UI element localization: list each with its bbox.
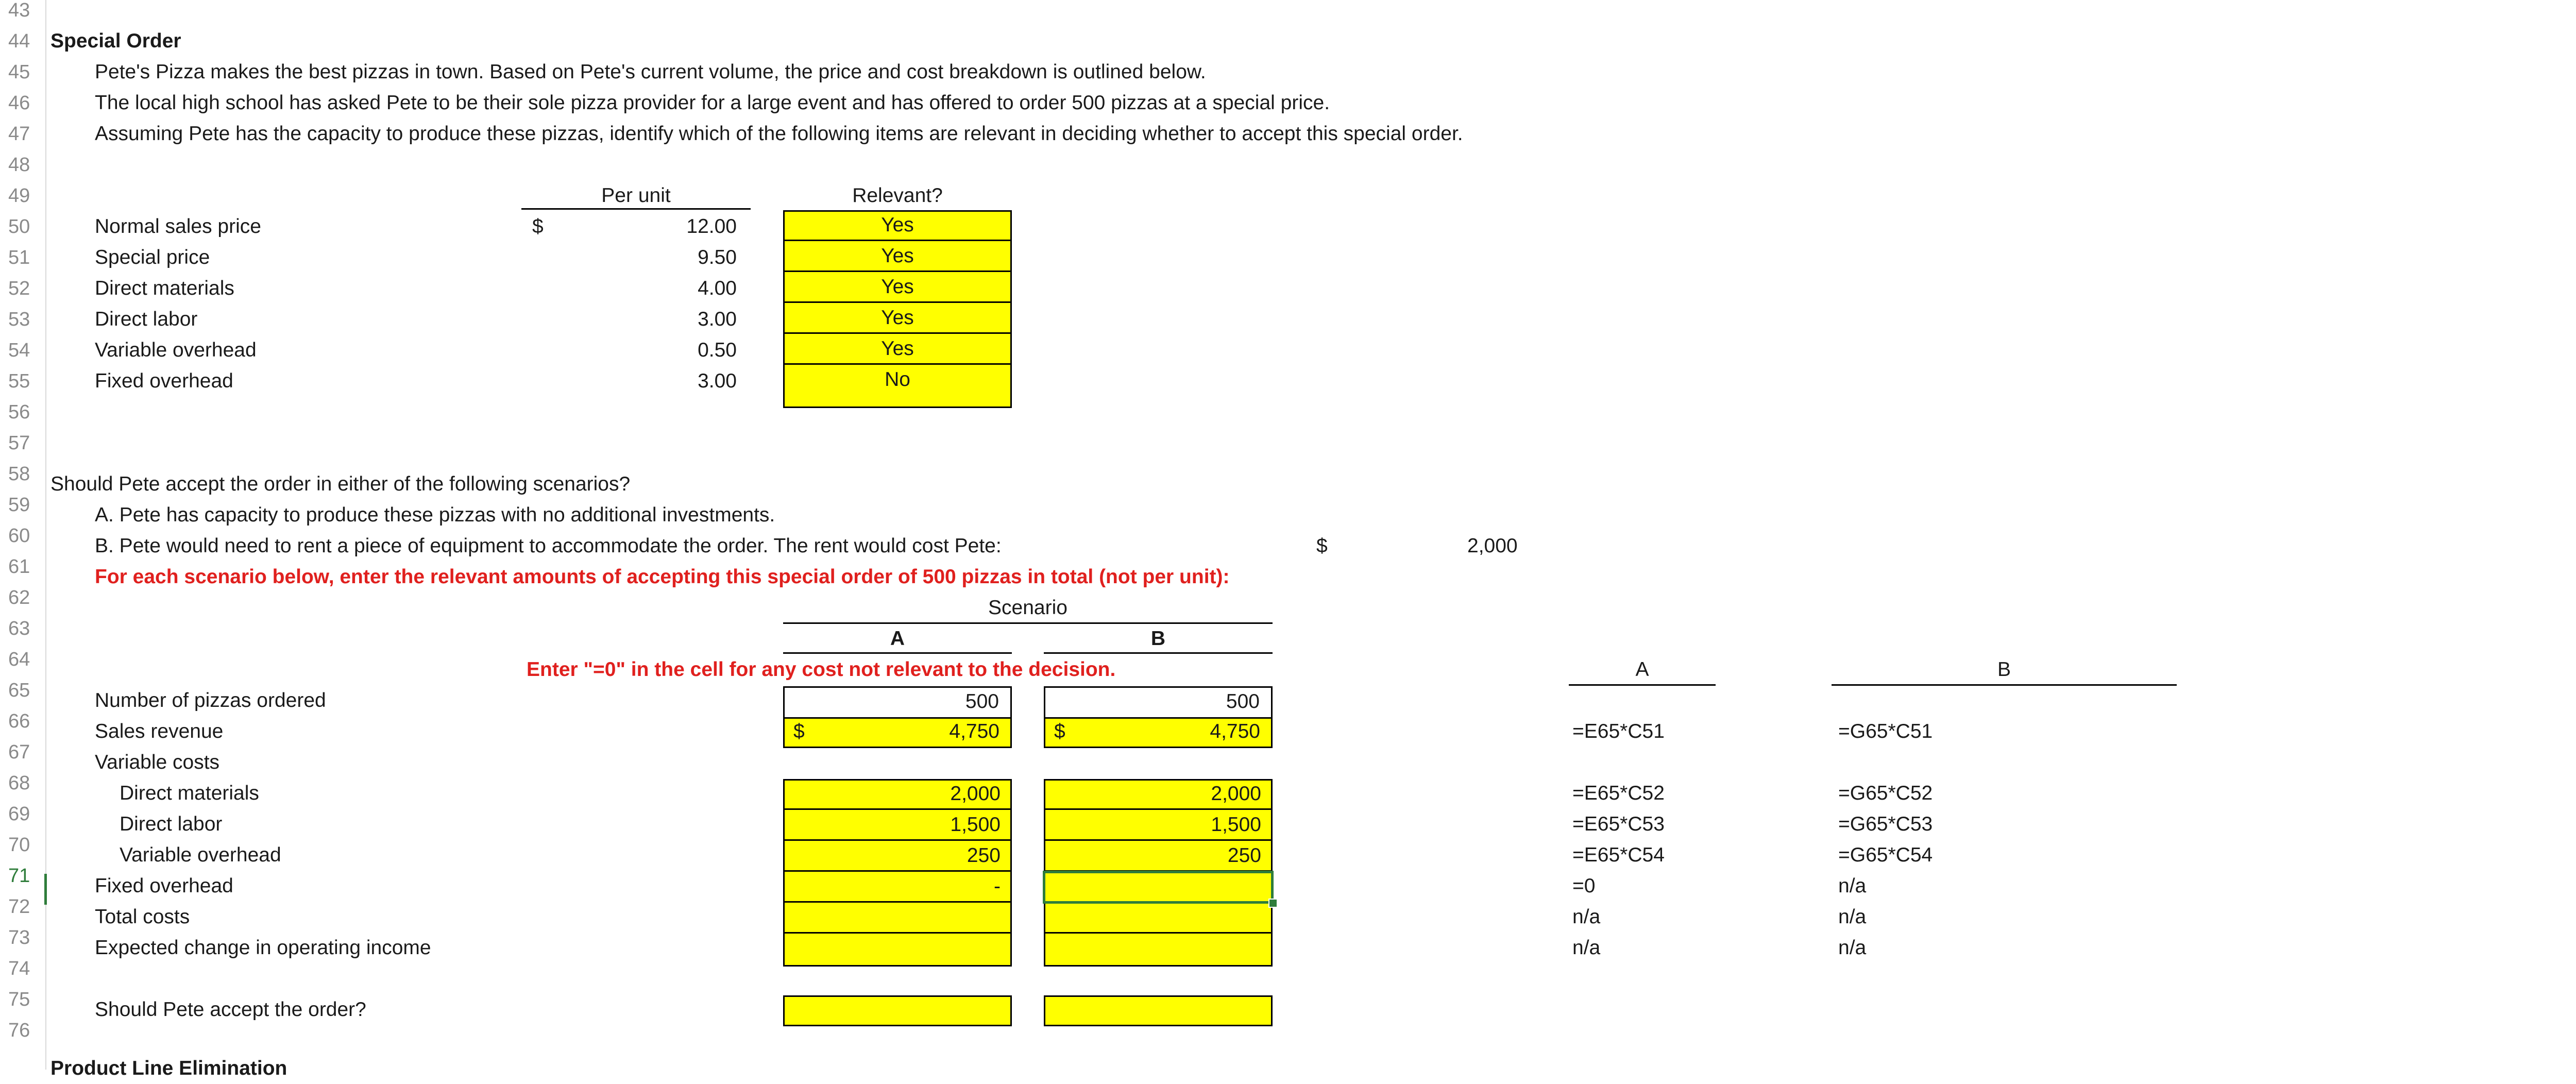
label-vo[interactable]: Variable overhead [120,844,281,866]
formula-change-a[interactable]: n/a [1572,937,1601,959]
intro-line[interactable]: Assuming Pete has the capacity to produce these pizzas, identify which of the following items are relevant in deciding whether to accept this special order. [95,123,1463,145]
row-number[interactable]: 56 [8,401,30,423]
row-number[interactable]: 59 [8,494,30,516]
accept-b-cell[interactable] [1044,995,1273,1026]
section-title[interactable]: Special Order [50,30,181,52]
formula-dm-a[interactable]: =E65*C52 [1572,782,1665,804]
row-number[interactable]: 70 [8,834,30,856]
sales-a-value[interactable]: 4,750 [949,720,999,742]
row-number-active[interactable]: 71 [8,865,30,887]
scenario-header[interactable]: Scenario [988,597,1067,619]
row-number[interactable]: 61 [8,556,30,578]
relevant-cell[interactable]: Yes [783,303,1012,334]
formula-vo-b[interactable]: =G65*C54 [1838,844,1933,866]
row-number[interactable]: 63 [8,618,30,639]
pizzas-b-cell[interactable]: 500 [1044,686,1273,717]
label-normal-sales-price[interactable]: Normal sales price [95,215,261,238]
formula-change-b[interactable]: n/a [1838,937,1867,959]
vo-b-cell[interactable]: 250 [1044,841,1273,872]
label-fixed-overhead[interactable]: Fixed overhead [95,370,233,392]
dl-a-cell[interactable]: 1,500 [783,810,1012,841]
rent-currency: $ [1316,535,1328,557]
dl-b-cell[interactable]: 1,500 [1044,810,1273,841]
row-number[interactable]: 57 [8,432,30,454]
row-number[interactable]: 44 [8,30,30,52]
scenario-col-a[interactable]: A [890,628,905,650]
enter-zero-note[interactable]: Enter "=0" in the cell for any cost not relevant to the decision. [527,658,1116,681]
change-a-cell[interactable] [783,934,1012,967]
label-fixed-overhead-calc[interactable]: Fixed overhead [95,875,233,897]
row-number[interactable]: 47 [8,123,30,145]
row-number[interactable]: 51 [8,247,30,268]
formula-sales-a[interactable]: =E65*C51 [1572,720,1665,742]
sales-b-value[interactable]: 4,750 [1210,720,1260,742]
relevant-header[interactable]: Relevant? [852,184,943,207]
label-direct-materials[interactable]: Direct materials [95,277,234,299]
value-direct-labor[interactable]: 3.00 [698,308,737,330]
row-number[interactable]: 75 [8,989,30,1010]
row-number[interactable]: 68 [8,772,30,794]
label-dm[interactable]: Direct materials [120,782,259,804]
intro-line[interactable]: The local high school has asked Pete to be their sole pizza provider for a large event and has offered to order 500 pizzas at a special price. [95,92,1330,114]
formula-col-b-header[interactable]: B [1997,658,2011,681]
vo-a-cell[interactable]: 250 [783,841,1012,872]
label-accept-order[interactable]: Should Pete accept the order? [95,998,366,1021]
relevant-cell[interactable]: Yes [783,334,1012,365]
currency-symbol: $ [532,215,544,238]
scenario-a-text[interactable]: A. Pete has capacity to produce these pizzas with no additional investments. [95,504,775,526]
formula-total-a[interactable]: n/a [1572,906,1601,928]
value-fixed-overhead[interactable]: 3.00 [698,370,737,392]
pizzas-a-cell[interactable]: 500 [783,686,1012,717]
label-special-price[interactable]: Special price [95,246,210,268]
col-b-underline [1044,652,1273,654]
fill-handle[interactable] [1268,899,1278,908]
formula-dm-b[interactable]: =G65*C52 [1838,782,1933,804]
label-direct-labor[interactable]: Direct labor [95,308,198,330]
value-direct-materials[interactable]: 4.00 [698,277,737,299]
row-number[interactable]: 62 [8,587,30,608]
formula-total-b[interactable]: n/a [1838,906,1867,928]
formula-col-b-underline [1832,684,2177,686]
change-b-cell[interactable] [1044,934,1273,967]
row-number[interactable]: 49 [8,185,30,207]
total-b-cell[interactable] [1044,903,1273,934]
selected-cell-outline [1043,871,1274,904]
formula-sales-b[interactable]: =G65*C51 [1838,720,1933,742]
value-normal-sales-price[interactable]: 12.00 [686,215,737,238]
row-number[interactable]: 66 [8,710,30,732]
accept-a-cell[interactable] [783,995,1012,1026]
rent-amount[interactable]: 2,000 [1467,535,1518,557]
formula-fo-a[interactable]: =0 [1572,875,1596,897]
row-number[interactable]: 60 [8,525,30,547]
formula-dl-a[interactable]: =E65*C53 [1572,813,1665,835]
label-pizzas-ordered[interactable]: Number of pizzas ordered [95,689,326,712]
value-special-price[interactable]: 9.50 [698,246,737,268]
label-total-costs[interactable]: Total costs [95,906,190,928]
row-number[interactable]: 58 [8,463,30,485]
next-section-title-cutoff[interactable]: Product Line Elimination [50,1057,287,1079]
row-number[interactable]: 45 [8,61,30,83]
row-number[interactable]: 55 [8,370,30,392]
row-number[interactable]: 52 [8,278,30,299]
total-a-cell[interactable] [783,903,1012,934]
formula-fo-b[interactable]: n/a [1838,875,1867,897]
col-a-underline [783,652,1012,654]
row-number[interactable]: 54 [8,340,30,361]
formula-col-a-header[interactable]: A [1635,658,1649,681]
relevant-cell[interactable]: Yes [783,272,1012,303]
row-number[interactable]: 76 [8,1020,30,1041]
row-number[interactable]: 48 [8,154,30,176]
label-change-operating-income[interactable]: Expected change in operating income [95,937,431,959]
row-number[interactable]: 65 [8,680,30,701]
instruction-text[interactable]: For each scenario below, enter the relevant amounts of accepting this special order of 500 pizzas in total (not per unit): [95,566,1230,588]
label-dl[interactable]: Direct labor [120,813,223,835]
intro-line[interactable]: Pete's Pizza makes the best pizzas in town. Based on Pete's current volume, the price and cost breakdown is outlined below. [95,61,1206,83]
row-number[interactable]: 53 [8,309,30,330]
value-variable-overhead[interactable]: 0.50 [698,339,737,361]
row-number[interactable]: 73 [8,927,30,948]
formula-dl-b[interactable]: =G65*C53 [1838,813,1933,835]
fo-a-cell[interactable]: - [783,872,1012,903]
row-number[interactable]: 74 [8,958,30,979]
row-number[interactable]: 64 [8,649,30,670]
label-variable-costs[interactable]: Variable costs [95,751,220,773]
relevant-cell[interactable]: No [885,368,910,391]
scenario-b-text[interactable]: B. Pete would need to rent a piece of equipment to accommodate the order. The rent would cost Pete: [95,535,1002,557]
relevant-cell[interactable]: Yes [783,210,1012,241]
label-variable-overhead[interactable]: Variable overhead [95,339,257,361]
sales-a-currency: $ [793,720,805,742]
row-number[interactable]: 50 [8,216,30,238]
relevant-cell[interactable]: Yes [783,241,1012,272]
row-number[interactable]: 67 [8,741,30,763]
formula-col-a-underline [1569,684,1716,686]
per-unit-header[interactable]: Per unit [601,184,671,207]
dm-b-cell[interactable]: 2,000 [1044,779,1273,810]
active-row-indicator [44,874,47,905]
row-number[interactable]: 46 [8,92,30,114]
row-number[interactable]: 43 [8,0,30,21]
scenario-question[interactable]: Should Pete accept the order in either of the following scenarios? [50,473,631,495]
dm-a-cell[interactable]: 2,000 [783,779,1012,810]
header-underline [521,208,751,210]
scenario-col-b[interactable]: B [1150,628,1166,650]
row-number[interactable]: 69 [8,803,30,825]
label-sales-revenue[interactable]: Sales revenue [95,720,224,742]
sales-b-currency: $ [1054,720,1065,742]
formula-vo-a[interactable]: =E65*C54 [1572,844,1665,866]
row-number[interactable]: 72 [8,896,30,918]
